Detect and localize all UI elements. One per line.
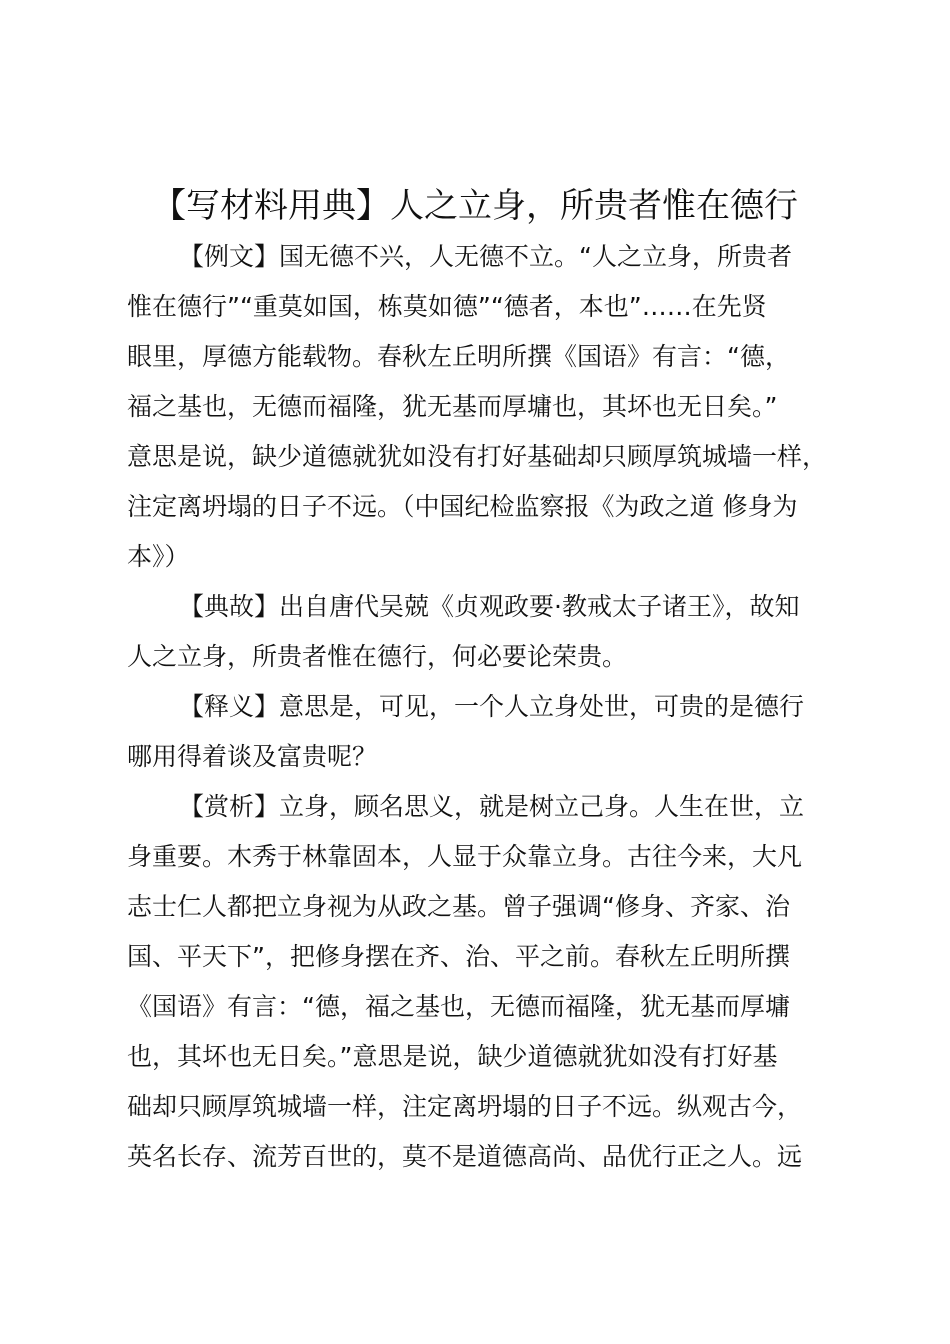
text-line: 础却只顾厚筑城墙一样，注定离坍塌的日子不远。纵观古今， [127,1092,803,1121]
text-line: 志士仁人都把立身视为从政之基。曾子强调“修身、齐家、治 [127,892,790,921]
text-line: 也，其坏也无日矣。”意思是说，缺少道德就犹如没有打好基 [127,1042,778,1071]
appreciation-paragraph [127,782,855,1182]
text-line: 人之立身，所贵者惟在德行，何必要论荣贵。 [127,642,628,671]
interpretation-paragraph [127,682,855,782]
text-line: 注定离坍塌的日子不远。（中国纪检监察报《为政之道 修身为 [127,492,798,521]
document-title: 【写材料用典】人之立身，所贵者惟在德行 [152,186,798,226]
text-line: 【例文】国无德不兴，人无德不立。“人之立身，所贵者 [179,242,792,271]
allusion-paragraph [127,582,855,682]
text-line: 【释义】意思是，可见，一个人立身处世，可贵的是德行 [179,692,805,721]
text-line: 眼里，厚德方能载物。春秋左丘明所撰《国语》有言：“德， [127,342,790,371]
text-line: 英名长存、流芳百世的，莫不是道德高尚、品优行正之人。远 [127,1142,803,1171]
example-paragraph [127,232,855,582]
text-line: 福之基也，无德而福隆，犹无基而厚墉也，其坏也无日矣。” [127,392,778,421]
text-line: 惟在德行”“重莫如国，栋莫如德”“德者，本也”……在先贤 [127,292,767,321]
text-line: 意思是说，缺少道德就犹如没有打好基础却只顾厚筑城墙一样， [127,442,828,471]
text-line: 本》） [127,542,190,571]
text-line: 【赏析】立身，顾名思义，就是树立己身。人生在世，立 [179,792,805,821]
text-line: 身重要。木秀于林靠固本，人显于众靠立身。古往今来，大凡 [127,842,803,871]
text-line: 【典故】出自唐代吴兢《贞观政要·教戒太子诸王》，故知 [179,592,800,621]
text-line: 国、平天下”，把修身摆在齐、治、平之前。春秋左丘明所撰 [127,942,790,971]
document-body [127,232,855,1182]
text-line: 哪用得着谈及富贵呢？ [127,742,378,771]
text-line: 《国语》有言：“德，福之基也，无德而福隆，犹无基而厚墉 [127,992,790,1021]
